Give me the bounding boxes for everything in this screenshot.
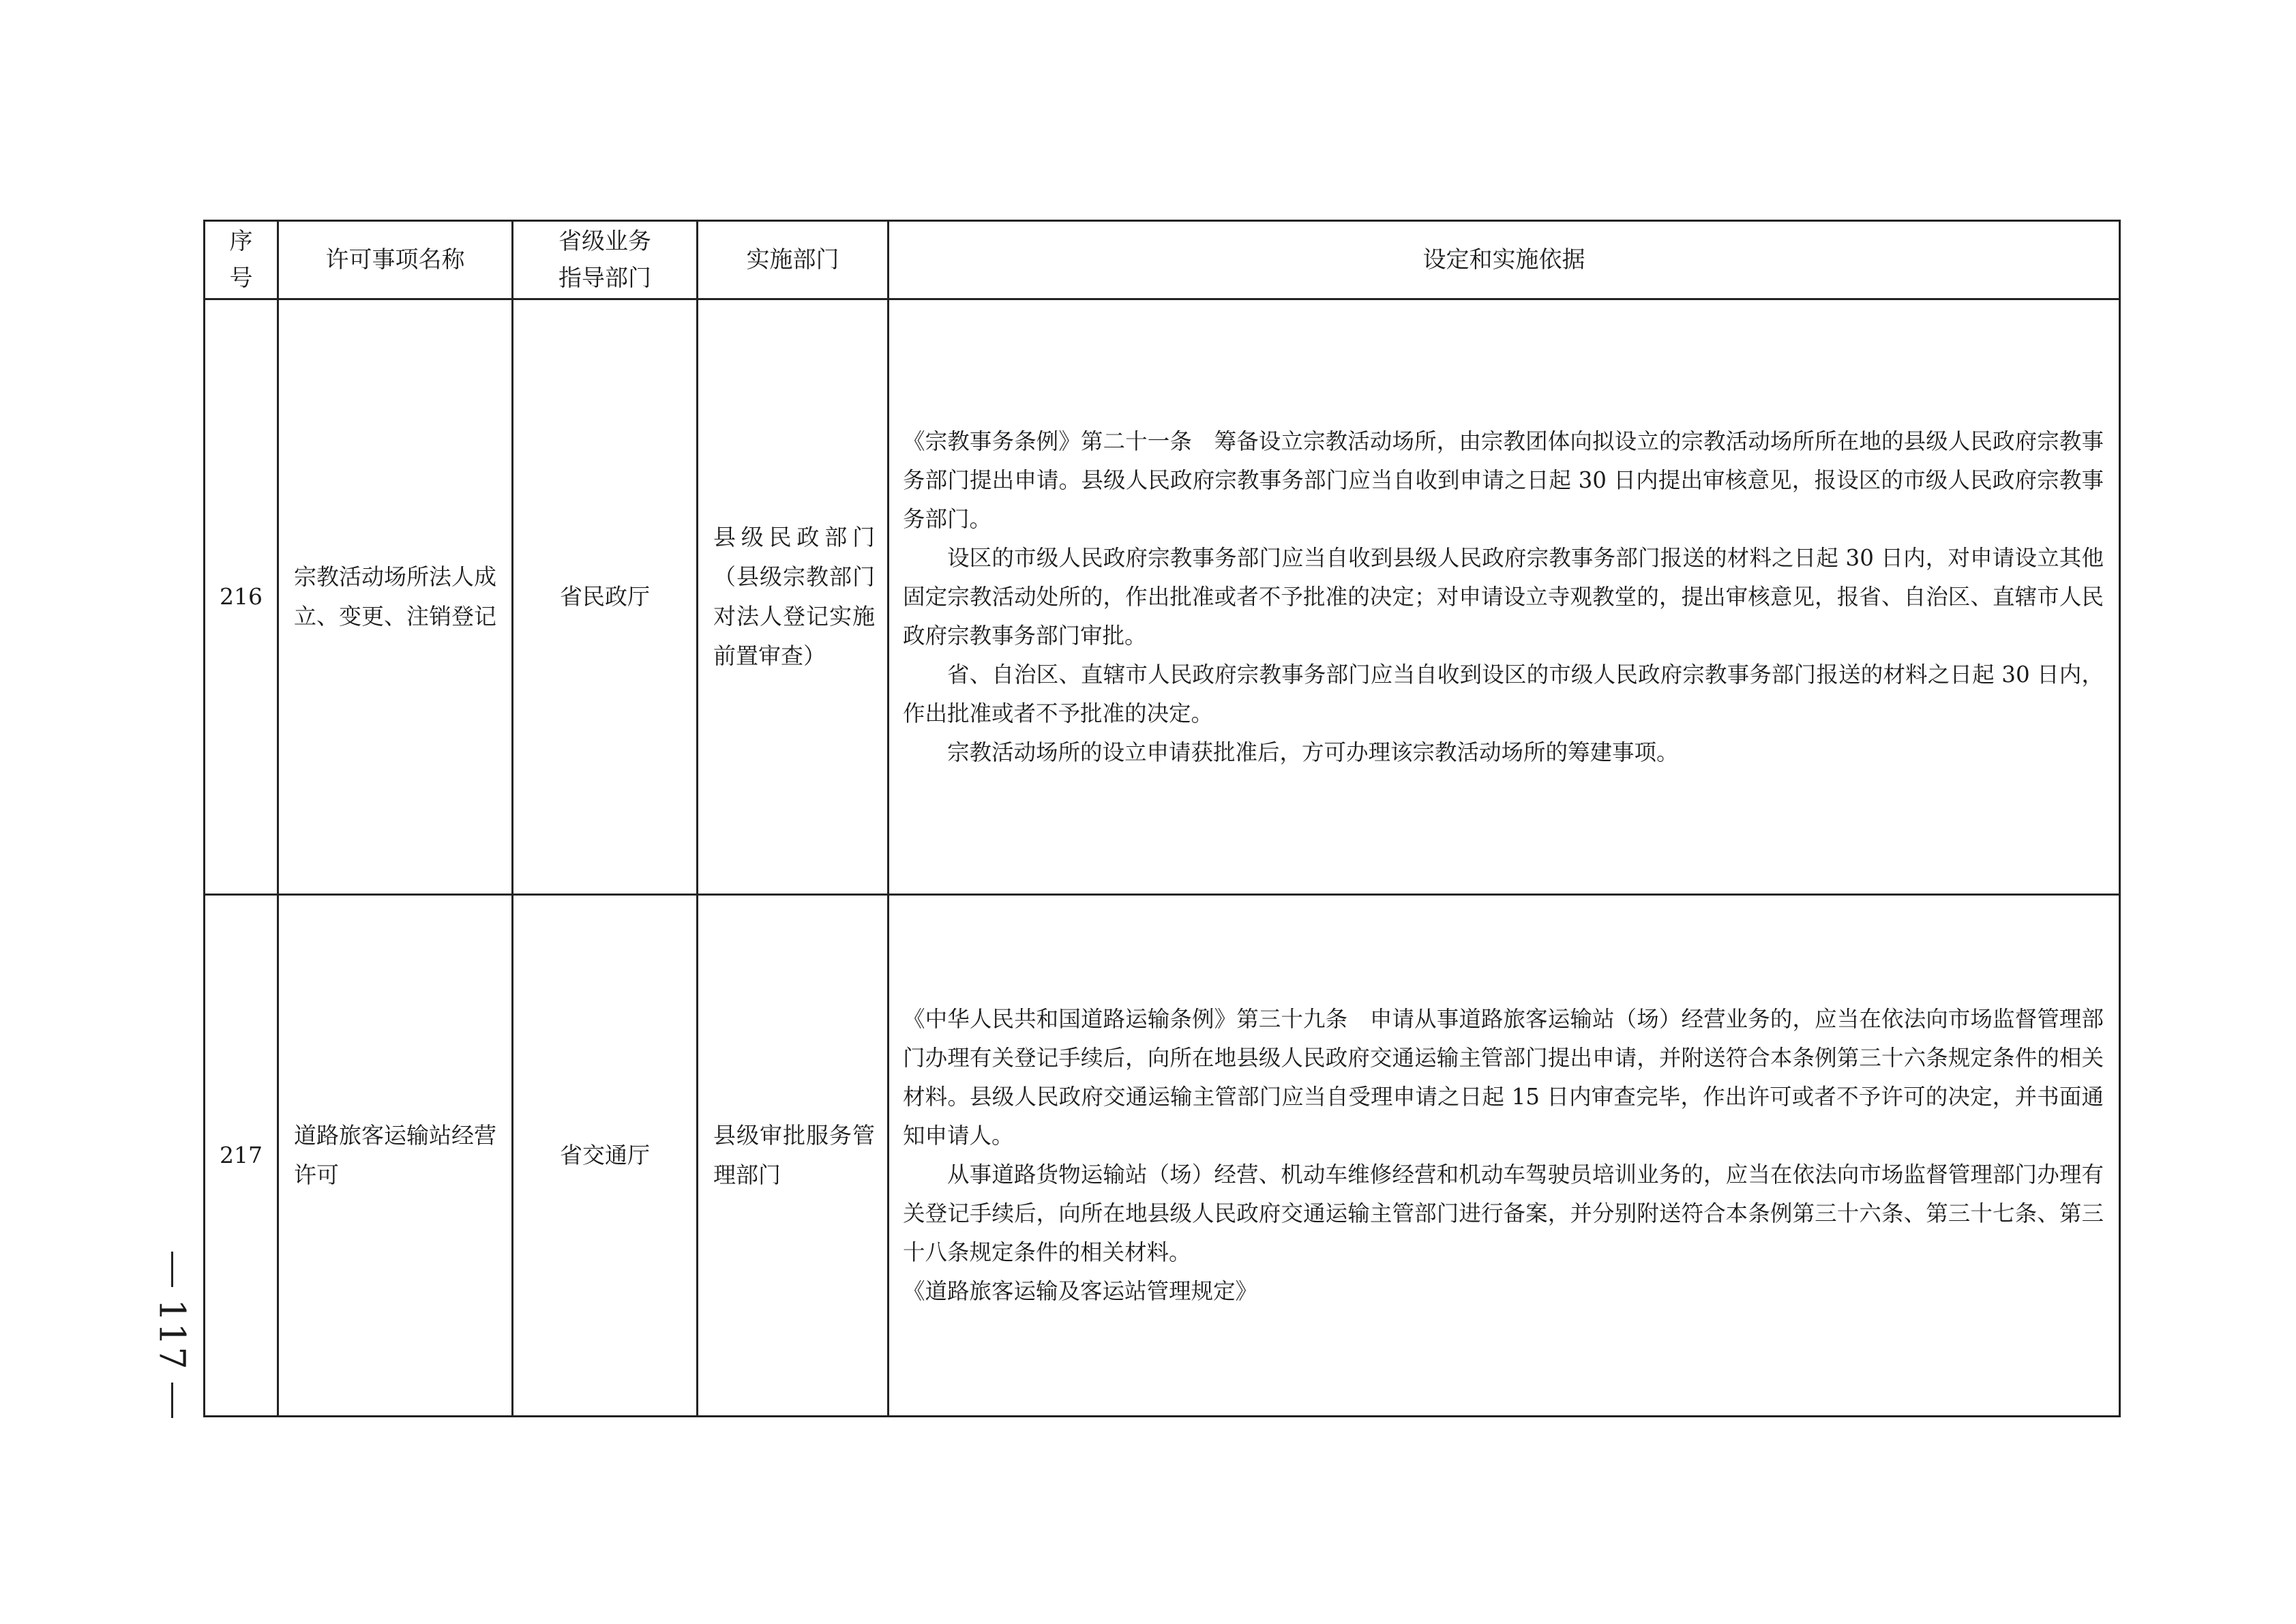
- header-row: [205, 221, 2120, 299]
- table-row: [205, 895, 2120, 1417]
- header-impl: 实施部门: [698, 221, 889, 299]
- page-number-dash-bottom: [171, 1383, 173, 1418]
- row-seq: 216: [205, 299, 278, 895]
- header-name: 许可事项名称: [278, 221, 513, 299]
- permit-table: [203, 220, 2121, 1417]
- table-row: [205, 299, 2120, 895]
- page-number-text: 117: [151, 1299, 193, 1371]
- header-basis: 设定和实施依据: [889, 221, 2120, 299]
- row-legal-basis: [889, 895, 2120, 1417]
- basis-paragraph: 设区的市级人民政府宗教事务部门应当自收到县级人民政府宗教事务部门报送的材料之日起 30 日内，对申请设立其他固定宗教活动处所的，作出批准或者不予批准的决定；对申请设立寺观教堂的，提出审核意见，报省、自治区、直辖市人民政府宗教事务部门审批。: [903, 544, 2104, 649]
- row-permit-name: 道路旅客运输站经营许可: [278, 895, 513, 1417]
- basis-paragraph: 《宗教事务条例》第二十一条 筹备设立宗教活动场所，由宗教团体向拟设立的宗教活动场所所在地的县级人民政府宗教事务部门提出申请。县级人民政府宗教事务部门应当自收到申请之日起 30 日内提出审核意见，报设区的市级人民政府宗教事务部门。: [903, 428, 2104, 532]
- page-number: [151, 1252, 192, 1429]
- header-dept: 省级业务指导部门: [513, 221, 698, 299]
- basis-paragraph: 《道路旅客运输及客运站管理规定》: [903, 1278, 1258, 1304]
- header-seq: 序号: [205, 221, 278, 299]
- row-guiding-dept: 省民政厅: [513, 299, 698, 895]
- basis-paragraph: 《中华人民共和国道路运输条例》第三十九条 申请从事道路旅客运输站（场）经营业务的，应当在依法向市场监督管理部门办理有关登记手续后，向所在地县级人民政府交通运输主管部门提出申请，并附送符合本条例第三十六条规定条件的相关材料。县级人民政府交通运输主管部门应当自受理申请之日起 15 日内审查完毕，作出许可或者不予许可的决定，并书面通知申请人。: [903, 1006, 2104, 1149]
- row-impl-dept: 县级审批服务管理部门: [698, 895, 889, 1417]
- row-legal-basis: [889, 299, 2120, 895]
- basis-paragraph: 省、自治区、直辖市人民政府宗教事务部门应当自收到设区的市级人民政府宗教事务部门报送的材料之日起 30 日内，作出批准或者不予批准的决定。: [903, 661, 2104, 726]
- row-permit-name: 宗教活动场所法人成立、变更、注销登记: [278, 299, 513, 895]
- page-number-dash-top: [171, 1252, 173, 1287]
- row-impl-dept: 县级民政部门（县级宗教部门对法人登记实施前置审查）: [698, 299, 889, 895]
- row-guiding-dept: 省交通厅: [513, 895, 698, 1417]
- basis-paragraph: 从事道路货物运输站（场）经营、机动车维修经营和机动车驾驶员培训业务的，应当在依法向市场监督管理部门办理有关登记手续后，向所在地县级人民政府交通运输主管部门进行备案，并分别附送符合本条例第三十六条、第三十七条、第三十八条规定条件的相关材料。: [903, 1162, 2104, 1265]
- row-seq: 217: [205, 895, 278, 1417]
- basis-paragraph: 宗教活动场所的设立申请获批准后，方可办理该宗教活动场所的筹建事项。: [947, 739, 1679, 765]
